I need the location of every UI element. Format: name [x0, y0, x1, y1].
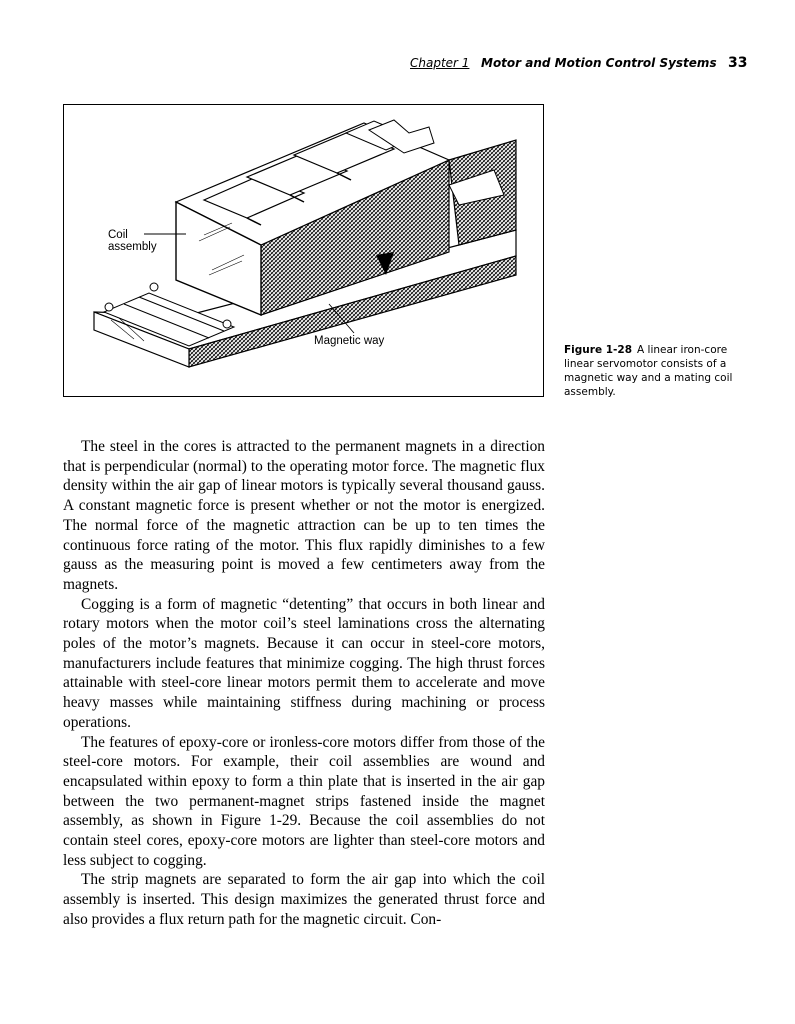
coil-label-line2: assembly	[108, 241, 157, 253]
magnetic-way-label: Magnetic way	[314, 335, 385, 347]
paragraph: The steel in the cores is attracted to the permanent magnets in a direction that is perpendicular (normal) to the operating motor force. The magnetic flux density within the air gap of linear motors is typically several thousand gauss. A constant magnetic force is present whether or not the motor is energized. The normal force of the magnetic attraction can be up to ten times the continuous force rating of the motor. This flux rapidly diminishes to a few gauss as the measuring point is moved a few centimeters away from the magnets.	[63, 438, 545, 593]
caption-text: A linear iron-core linear servomotor consists of a magnetic way and a mating coil assembly.	[564, 344, 733, 398]
paragraph: The strip magnets are separated to form the air gap into which the coil assembly is inserted. This design maximizes the generated thrust force and also provides a flux return path for the magnetic circuit. Con-	[63, 871, 545, 928]
running-header	[400, 56, 750, 74]
coil-label-line1: Coil	[108, 229, 128, 241]
page-number: 33	[728, 55, 748, 71]
body-text	[63, 437, 545, 930]
figure-caption	[564, 343, 754, 399]
figure-1-28	[63, 104, 544, 397]
paragraph: The features of epoxy-core or ironless-core motors differ from those of the steel-core motors. For example, their coil assemblies are wound and encapsulated within epoxy to form a thin plate that is inserted in the air gap between the two permanent-magnet strips fastened inside the magnet assembly, as shown in Figure 1-29. Because the coil assemblies do not contain steel cores, epoxy-core motors are lighter than steel-core motors and less subject to cogging.	[63, 733, 545, 869]
coil-assembly-label	[108, 229, 157, 253]
chapter-label: Chapter 1	[410, 56, 470, 70]
paragraph: Cogging is a form of magnetic “detenting” that occurs in both linear and rotary motors when the motor coil’s steel laminations cross the alternating poles of the motor’s magnets. Because it can occur in steel-core motors, manufacturers include features that minimize cogging. The high thrust forces attainable with steel-core linear motors permit them to accelerate and move heavy masses while maintaining stiffness during machining or process operations.	[63, 595, 545, 731]
chapter-title: Motor and Motion Control Systems	[481, 56, 717, 70]
caption-number: Figure 1-28	[564, 344, 632, 356]
